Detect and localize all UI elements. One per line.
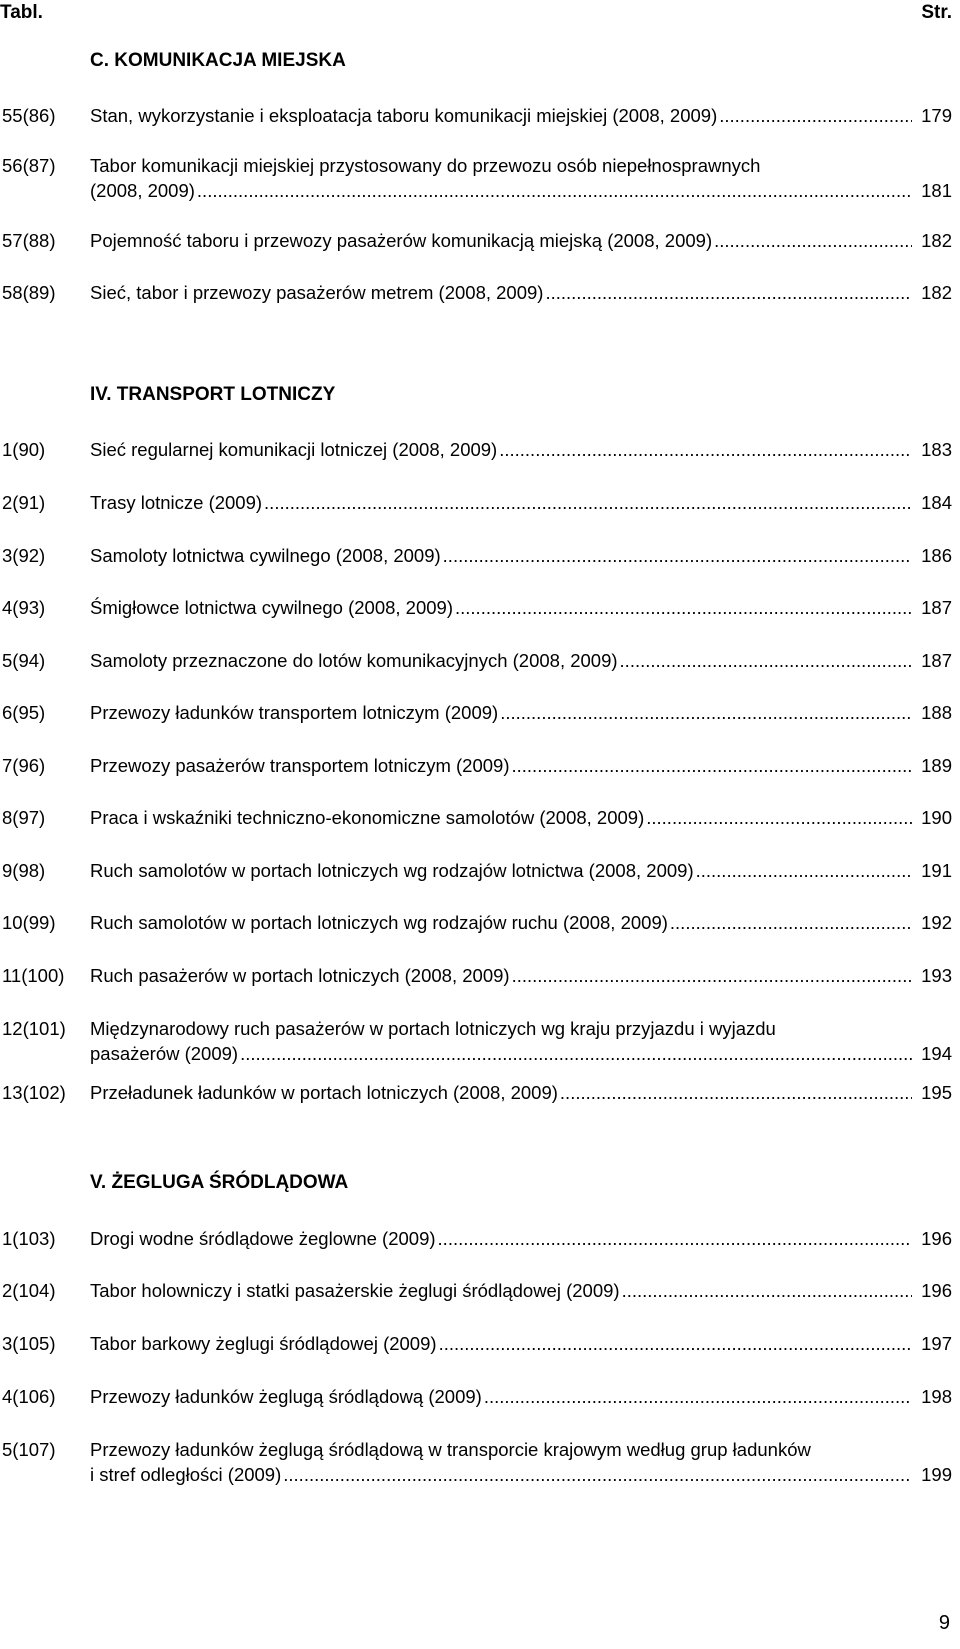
dot-leader [443,543,912,568]
entry-title-line: pasażerów (2009) [90,1043,239,1064]
entry-title-line: Ruch samolotów w portach lotniczych wg rodzajów ruchu (2008, 2009) [90,912,668,933]
dot-leader [622,1278,912,1303]
entry-title [90,228,912,253]
toc-entry[interactable] [0,1016,952,1066]
page-ref: 190 [921,807,952,828]
entry-title [90,753,912,778]
entry-title [90,490,912,515]
table-number: 55(86) [2,105,56,126]
toc-entry[interactable] [0,1226,952,1251]
entry-title [90,1331,912,1356]
entry-title-line: Ruch samolotów w portach lotniczych wg rodzajów lotnictwa (2008, 2009) [90,860,694,881]
entry-title [90,858,912,883]
page-ref: 196 [921,1228,952,1249]
entry-title [90,595,912,620]
page-ref: 181 [921,180,952,201]
page-ref: 187 [921,650,952,671]
table-number: 12(101) [2,1018,66,1039]
entry-title [90,280,912,305]
entry-title-line: Stan, wykorzystanie i eksploatacja taboru komunikacji miejskiej (2008, 2009) [90,105,718,126]
dot-leader [439,1331,912,1356]
dot-leader [620,648,912,673]
dot-leader [560,1080,912,1105]
dot-leader [545,280,912,305]
toc-entry[interactable] [0,490,952,515]
page-ref: 187 [921,597,952,618]
toc-entry[interactable] [0,1384,952,1409]
table-number: 4(106) [2,1386,56,1407]
entry-title [90,1278,912,1303]
page-ref: 183 [921,439,952,460]
entry-title-line: Samoloty przeznaczone do lotów komunikacyjnych (2008, 2009) [90,650,618,671]
page-ref: 193 [921,965,952,986]
entry-title [90,648,912,673]
page-ref: 199 [921,1464,952,1485]
entry-title-line: Tabor barkowy żeglugi śródlądowej (2009) [90,1333,437,1354]
toc-entry[interactable] [0,858,952,883]
dot-leader [264,490,912,515]
dot-leader [283,1462,912,1487]
toc-entry[interactable] [0,1278,952,1303]
table-number: 8(97) [2,807,46,828]
entry-title-line: Przewozy pasażerów transportem lotniczym (2009) [90,755,510,776]
entry-title [90,700,912,725]
toc-entry[interactable] [0,1437,952,1487]
entry-title-line: Pojemność taboru i przewozy pasażerów komunikacją miejską (2008, 2009) [90,230,713,251]
table-number: 58(89) [2,282,56,303]
page-ref: 198 [921,1386,952,1407]
entry-title [90,153,912,203]
page-ref: 184 [921,492,952,513]
entry-title-line: Tabor komunikacji miejskiej przystosowany do przewozu osób niepełnosprawnych [90,155,761,176]
dot-leader [512,963,912,988]
page-number: 9 [938,1612,950,1634]
toc-entry[interactable] [0,228,952,253]
toc-entry[interactable] [0,280,952,305]
column-header-page: Str. [921,2,952,23]
toc-entry[interactable] [0,437,952,462]
entry-title [90,1437,912,1487]
table-number: 6(95) [2,702,46,723]
entry-title [90,963,912,988]
entry-title [90,543,912,568]
entry-title-line: Przewozy ładunków żeglugą śródlądową (2009) [90,1386,482,1407]
toc-entry[interactable] [0,963,952,988]
entry-title [90,1016,912,1066]
entry-title-line: Międzynarodowy ruch pasażerów w portach lotniczych wg kraju przyjazdu i wyjazdu [90,1018,776,1039]
dot-leader [197,178,912,203]
dot-leader [512,753,913,778]
table-number: 3(92) [2,545,46,566]
toc-entry[interactable] [0,700,952,725]
section-title: IV. TRANSPORT LOTNICZY [90,384,336,405]
page-ref: 192 [921,912,952,933]
dot-leader [719,103,912,128]
table-number: 7(96) [2,755,46,776]
dot-leader [670,910,912,935]
entry-title-line: (2008, 2009) [90,180,195,201]
table-number: 56(87) [2,155,56,176]
dot-leader [714,228,912,253]
toc-entry[interactable] [0,1331,952,1356]
entry-title-line: i stref odległości (2009) [90,1464,282,1485]
toc-entry[interactable] [0,103,952,128]
column-header-table: Tabl. [0,2,43,23]
entry-title [90,805,912,830]
dot-leader [696,858,912,883]
entry-title-line: Sieć regularnej komunikacji lotniczej (2008, 2009) [90,439,498,460]
table-number: 10(99) [2,912,56,933]
toc-entry[interactable] [0,753,952,778]
page-ref: 196 [921,1280,952,1301]
toc-entry[interactable] [0,648,952,673]
table-number: 5(107) [2,1439,56,1460]
table-number: 1(90) [2,439,46,460]
page-ref: 191 [921,860,952,881]
page-ref: 194 [921,1043,952,1064]
entry-title [90,1384,912,1409]
page-ref: 179 [921,105,952,126]
page-ref: 188 [921,702,952,723]
dot-leader [455,595,912,620]
table-number: 3(105) [2,1333,56,1354]
dot-leader [438,1226,912,1251]
dot-leader [484,1384,912,1409]
page-ref: 195 [921,1082,952,1103]
toc-entry[interactable] [0,1080,952,1105]
dot-leader [500,700,912,725]
table-number: 1(103) [2,1228,56,1249]
dot-leader [240,1041,912,1066]
toc-entry[interactable] [0,595,952,620]
toc-entry[interactable] [0,910,952,935]
table-number: 2(91) [2,492,46,513]
dot-leader [499,437,912,462]
entry-title-line: Drogi wodne śródlądowe żeglowne (2009) [90,1228,436,1249]
entry-title [90,910,912,935]
entry-title-line: Przeładunek ładunków w portach lotniczych (2008, 2009) [90,1082,558,1103]
entry-title [90,103,912,128]
section-title: V. ŻEGLUGA ŚRÓDLĄDOWA [90,1172,349,1193]
table-number: 57(88) [2,230,56,251]
entry-title [90,437,912,462]
toc-entry[interactable] [0,543,952,568]
entry-title [90,1080,912,1105]
entry-title-line: Trasy lotnicze (2009) [90,492,263,513]
entry-title-line: Przewozy ładunków transportem lotniczym (2009) [90,702,499,723]
table-number: 2(104) [2,1280,56,1301]
table-number: 11(100) [2,965,65,986]
dot-leader [646,805,912,830]
entry-title-line: Praca i wskaźniki techniczno-ekonomiczne samolotów (2008, 2009) [90,807,645,828]
page-ref: 189 [921,755,952,776]
page-ref: 182 [921,230,952,251]
toc-entry[interactable] [0,805,952,830]
entry-title [90,1226,912,1251]
table-number: 5(94) [2,650,46,671]
table-number: 9(98) [2,860,46,881]
page-ref: 182 [921,282,952,303]
entry-title-line: Samoloty lotnictwa cywilnego (2008, 2009) [90,545,441,566]
table-number: 13(102) [2,1082,66,1103]
entry-title-line: Sieć, tabor i przewozy pasażerów metrem (2008, 2009) [90,282,544,303]
entry-title-line: Tabor holowniczy i statki pasażerskie żeglugi śródlądowej (2009) [90,1280,620,1301]
section-title: C. KOMUNIKACJA MIEJSKA [90,50,346,71]
entry-title-line: Śmigłowce lotnictwa cywilnego (2008, 2009) [90,597,453,618]
page-ref: 197 [921,1333,952,1354]
toc-entry[interactable] [0,153,952,203]
entry-title-line: Przewozy ładunków żeglugą śródlądową w transporcie krajowym według grup ładunków [90,1439,811,1460]
table-number: 4(93) [2,597,46,618]
page-ref: 186 [921,545,952,566]
entry-title-line: Ruch pasażerów w portach lotniczych (2008, 2009) [90,965,510,986]
